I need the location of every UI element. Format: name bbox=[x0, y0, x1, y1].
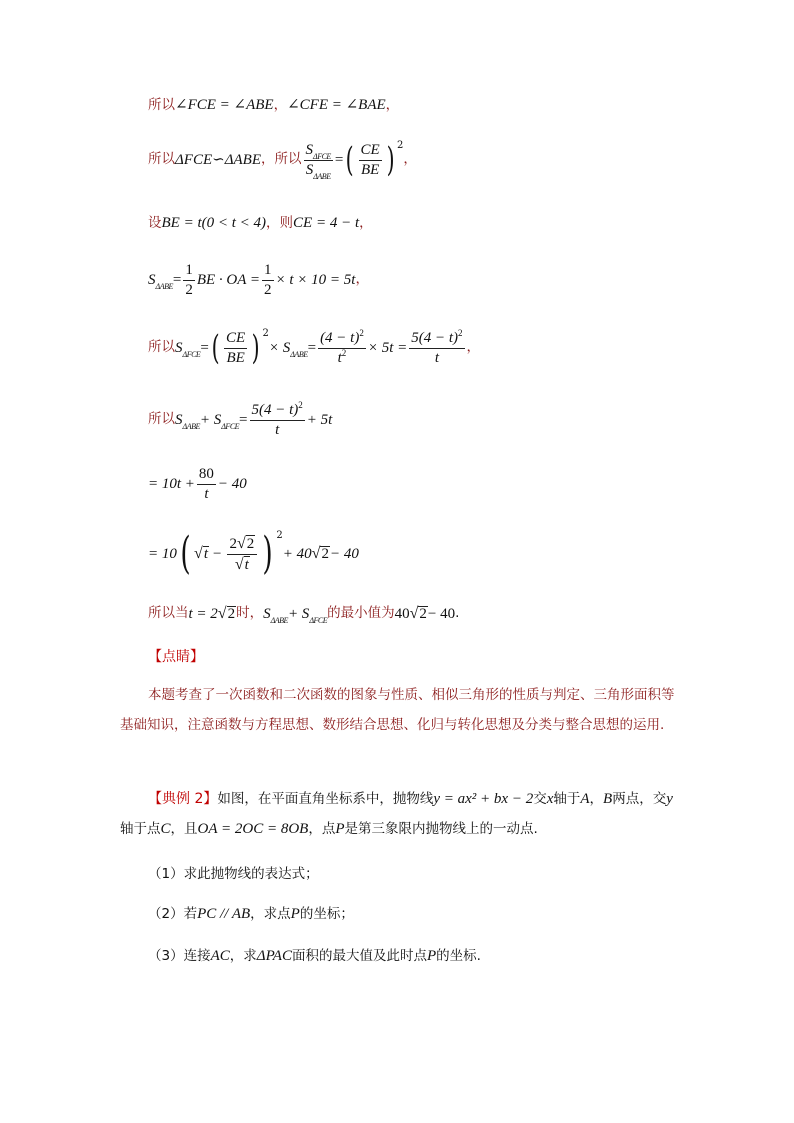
dianjing-tag: 【点睛】 bbox=[148, 649, 204, 665]
example-2-statement: 【典例 2】如图，在平面直角坐标系中，抛物线y = ax² + bx − 2交x轴于A，B两点，交y轴于点C，且OA = 2OC = 8OB，点P是第三象限内抛物线上的一动点. bbox=[120, 791, 673, 837]
question-3: （3）连接AC，求ΔPAC面积的最大值及此时点P的坐标. bbox=[148, 948, 481, 964]
solution-line-4: $S_{\Delta ABE}$ = $\frac{1}{2}$ BE · OA = $\frac{1}{2}$ × t × 10 = 5t ， bbox=[148, 262, 369, 298]
solution-line-9: 所以当 t = 2 √ 2 时， $S_{\Delta ABE}$ + $S_{\Delta FCE}$ 的最小值为 40 √ 2 − 40 . bbox=[148, 605, 460, 625]
solution-line-5: 所以 $S_{\Delta FCE}$ = ( $\frac{CE}{BE}$ ) 2 × $S_{\Delta ABE}$ = $\frac{(4 - t)^2}{t^2}$ × 5t = $\frac{5(4 - t)^2}{t}$ ， bbox=[148, 328, 481, 368]
solution-line-1: 所以 ∠FCE = ∠ABE ， ∠CFE = ∠BAE ， bbox=[148, 96, 400, 113]
question-2: （2）若PC // AB，求点P的坐标； bbox=[148, 906, 354, 922]
question-1: （1）求此抛物线的表达式； bbox=[148, 866, 319, 882]
solution-line-8: = 10 ( √ t − 2 √ 2 √ t ) 2 + 40 √ 2 − 40 bbox=[148, 528, 359, 579]
area-ratio-fraction: $\frac{S_{\Delta FCE}}{S_{\Delta ABE}}$ bbox=[305, 142, 331, 181]
solution-line-6: 所以 $S_{\Delta ABE}$ + $S_{\Delta FCE}$ = $\frac{5(4 - t)^2}{t}$ + 5t bbox=[148, 400, 333, 438]
solution-line-3: 设 BE = t (0 < t < 4) ，则 CE = 4 − t ， bbox=[148, 214, 373, 231]
solution-line-2: 所以 ΔFCE∽ΔABE ，所以 $\frac{S_{\Delta FCE}}{S_{\Delta ABE}}$ = ( $\frac{CE}{BE}$ ) 2 ， bbox=[148, 140, 417, 181]
solution-line-7: = 10t + $\frac{80}{t}$ − 40 bbox=[148, 466, 247, 502]
side-ratio-fraction: $\frac{CE}{BE}$ bbox=[360, 142, 380, 178]
dianjing-paragraph: 本题考查了一次函数和二次函数的图象与性质、相似三角形的性质与判定、三角形面积等基础知识，注意函数与方程思想、数形结合思想、化归与转化思想及分类与整合思想的运用. bbox=[120, 687, 675, 733]
